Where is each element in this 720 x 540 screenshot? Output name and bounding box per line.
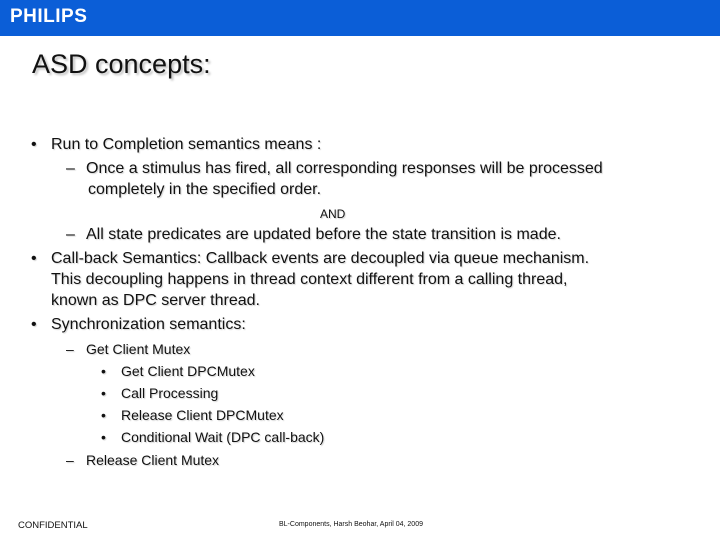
sub-bullet-item: – All state predicates are updated before the state transition is made. (66, 226, 561, 243)
sub-sub-bullet-item: • Release Client DPCMutex (101, 407, 284, 423)
sub-bullet-continuation: completely in the specified order. (88, 181, 322, 198)
bullet-continuation: known as DPC server thread. (51, 292, 260, 309)
bullet-item: • Call-back Semantics: Callback events are decoupled via queue mechanism. (31, 250, 590, 267)
bullet-item: • Run to Completion semantics means : (31, 136, 322, 153)
sub-sub-bullet-item: • Call Processing (101, 385, 219, 401)
sub-bullet-item: – Get Client Mutex (66, 341, 191, 357)
philips-logo: PHILIPS (10, 6, 88, 27)
sub-bullet-item: – Once a stimulus has fired, all corresponding responses will be processed (66, 160, 603, 177)
and-label: AND (320, 207, 346, 221)
bullet-continuation: This decoupling happens in thread context different from a calling thread, (51, 271, 568, 288)
footer-credits: BL-Components, Harsh Beohar, April 04, 2009 (279, 521, 423, 528)
sub-bullet-item: – Release Client Mutex (66, 452, 220, 468)
bullet-item: • Synchronization semantics: (31, 316, 246, 333)
slide-title: ASD concepts: (32, 49, 211, 79)
sub-sub-bullet-item: • Get Client DPCMutex (101, 363, 255, 379)
sub-sub-bullet-item: • Conditional Wait (DPC call-back) (101, 429, 325, 445)
footer-confidential: CONFIDENTIAL (18, 520, 88, 531)
